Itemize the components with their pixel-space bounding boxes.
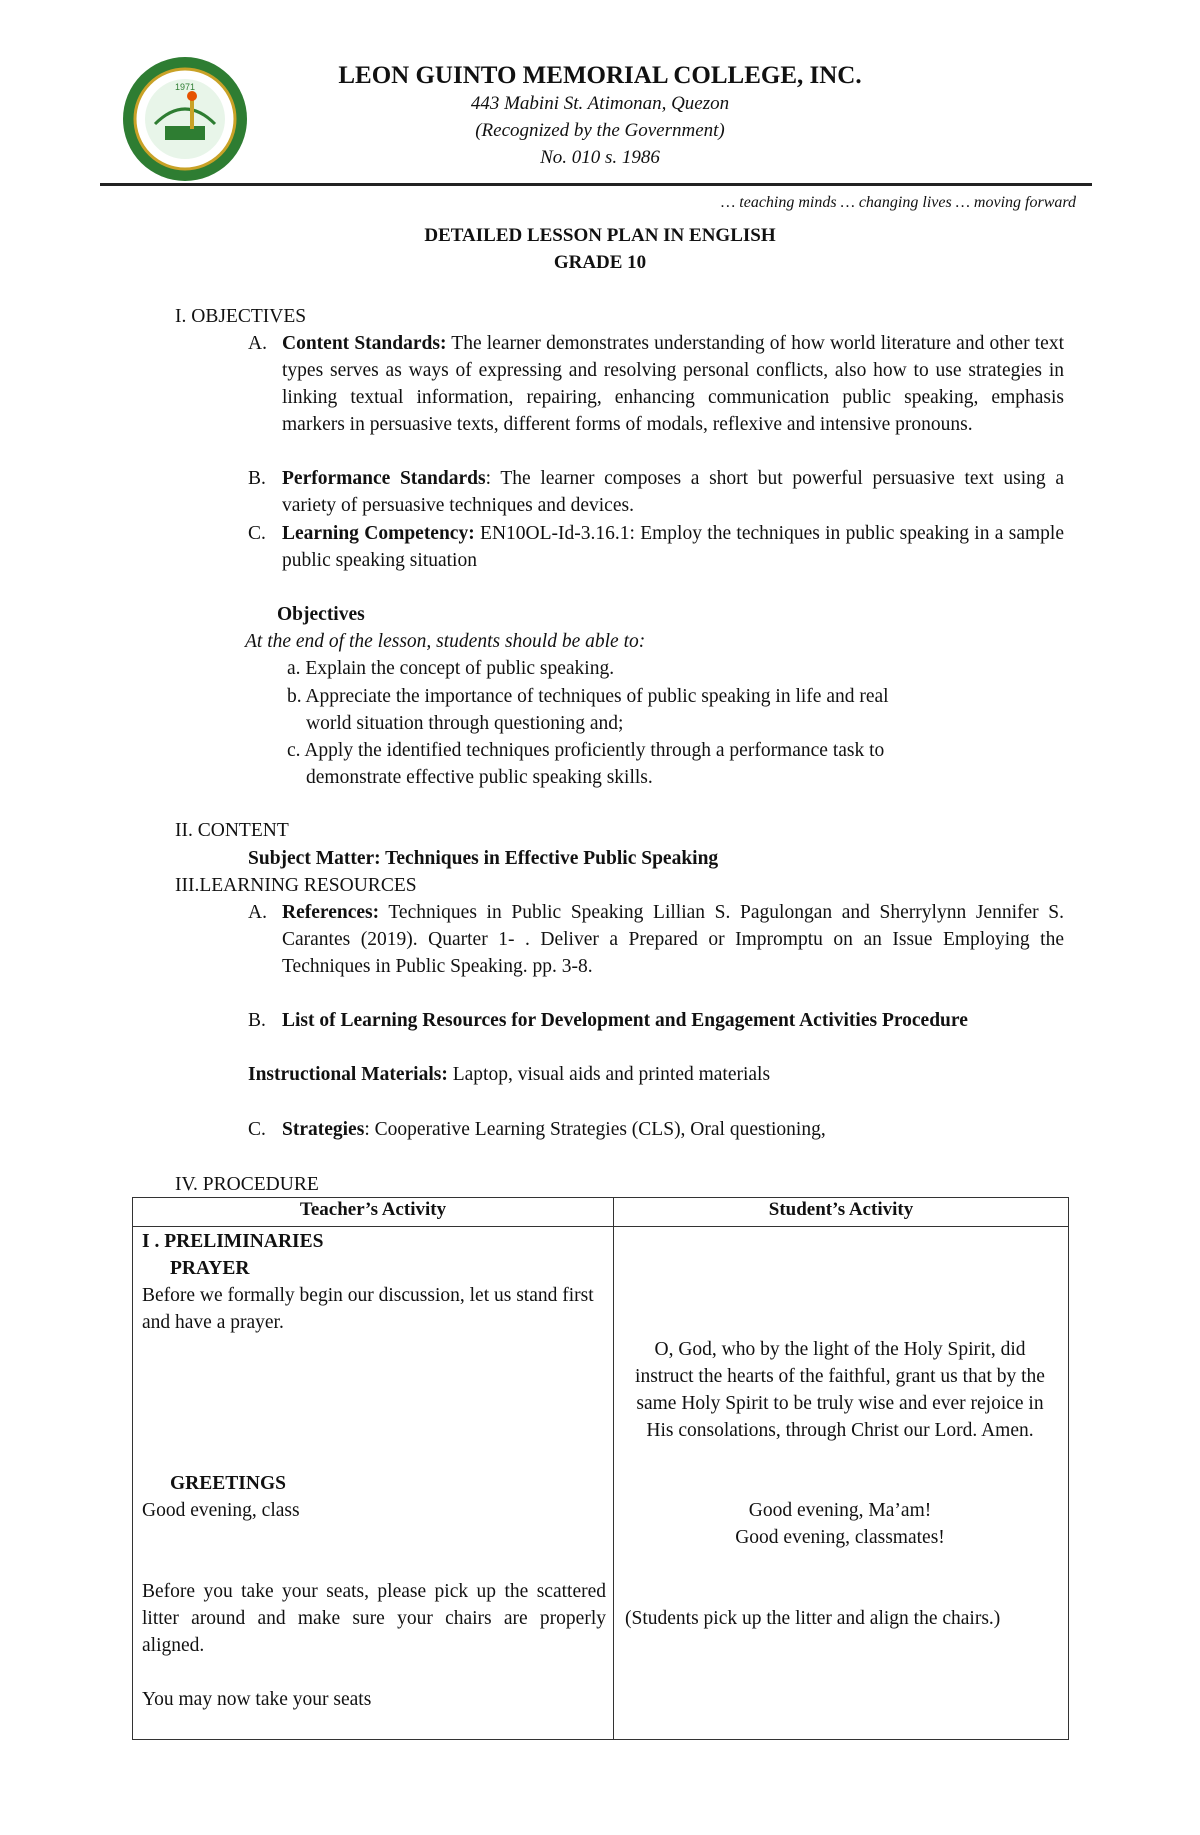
prayer-student-text: O, God, who by the light of the Holy Spirit, did instruct the hearts of the faithful, grant us that by the same Holy Spirit to be truly wise and ever rejoice in His consolations, through Christ our Lord. Amen. xyxy=(635,1339,1045,1441)
resources-heading: III.LEARNING RESOURCES xyxy=(175,875,417,896)
tagline: … teaching minds … changing lives … moving forward xyxy=(721,194,1076,211)
institution-name: LEON GUINTO MEMORIAL COLLEGE, INC. xyxy=(338,62,862,89)
objective-item-b-line1: b. Appreciate the importance of techniques of public speaking in life and real xyxy=(287,686,889,707)
objective-item-c-line1: c. Apply the identified techniques proficiently through a performance task to xyxy=(287,740,885,761)
grade-level: GRADE 10 xyxy=(553,252,647,273)
objectives-heading: I. OBJECTIVES xyxy=(175,306,307,327)
resource-a-letter: A. xyxy=(248,902,267,923)
greeting-student-line2: Good evening, classmates! xyxy=(735,1527,945,1548)
instructional-materials: Instructional Materials: Laptop, visual aids and printed materials xyxy=(248,1064,771,1085)
procedure-table xyxy=(132,1197,1069,1740)
litter-student-text: (Students pick up the litter and align the chairs.) xyxy=(625,1608,1001,1629)
preliminaries-label: I . PRELIMINARIES xyxy=(142,1231,324,1252)
teacher-activity-cell xyxy=(133,1227,614,1740)
header-divider xyxy=(100,183,1092,186)
institution-recognition: (Recognized by the Government) xyxy=(475,120,725,141)
student-activity-header: Student’s Activity xyxy=(614,1198,1069,1227)
objective-item-a: a. Explain the concept of public speaking. xyxy=(287,658,615,679)
subject-matter: Subject Matter: Techniques in Effective Public Speaking xyxy=(248,848,719,869)
institution-address: 443 Mabini St. Atimonan, Quezon xyxy=(470,93,730,114)
table-row xyxy=(133,1227,1069,1740)
performance-standards: Performance Standards: The learner composes a short but powerful persuasive text using a variety of persuasive techniques and devices. xyxy=(282,468,1064,516)
logo-year: 1971 xyxy=(174,82,196,92)
objectives-subheading: Objectives xyxy=(277,604,365,625)
table-header-row xyxy=(133,1198,1069,1227)
institution-number: No. 010 s. 1986 xyxy=(540,147,660,168)
objective-item-c-line2: demonstrate effective public speaking skills. xyxy=(306,767,653,788)
objective-b-letter: B. xyxy=(248,468,266,489)
references: References: Techniques in Public Speaking Lillian S. Pagulongan and Sherrylynn Jennifer S. Carantes (2019). Quarter 1- . Deliver a Prepared or Impromptu on an Issue Employing the Techniques in Public Speaking. pp. 3-8. xyxy=(282,902,1064,977)
content-heading: II. CONTENT xyxy=(175,820,289,841)
objective-a-letter: A. xyxy=(248,333,267,354)
litter-teacher-text: Before you take your seats, please pick up the scattered litter around and make sure your chairs are properly aligned. xyxy=(142,1581,606,1656)
lesson-plan-title: DETAILED LESSON PLAN IN ENGLISH xyxy=(424,225,776,246)
learning-competency: Learning Competency: EN10OL-Id-3.16.1: Employ the techniques in public speaking in a sample public speaking situation xyxy=(282,523,1064,571)
student-activity-cell xyxy=(614,1227,1069,1740)
resource-b-letter: B. xyxy=(248,1010,266,1031)
objective-item-b-line2: world situation through questioning and; xyxy=(306,713,624,734)
seats-teacher-text: You may now take your seats xyxy=(142,1689,372,1710)
strategies: Strategies: Cooperative Learning Strategies (CLS), Oral questioning, xyxy=(282,1119,826,1140)
learning-resources-list: List of Learning Resources for Development and Engagement Activities Procedure xyxy=(282,1010,968,1031)
greeting-student-line1: Good evening, Ma’am! xyxy=(748,1500,932,1521)
objectives-intro: At the end of the lesson, students should be able to: xyxy=(245,631,646,652)
procedure-heading: IV. PROCEDURE xyxy=(175,1174,319,1195)
greetings-label: GREETINGS xyxy=(170,1473,286,1494)
prayer-label: PRAYER xyxy=(170,1258,250,1279)
greeting-teacher-text: Good evening, class xyxy=(142,1500,300,1521)
prayer-teacher-text: Before we formally begin our discussion, let us stand first and have a prayer. xyxy=(142,1285,594,1333)
teacher-activity-header: Teacher’s Activity xyxy=(133,1198,614,1227)
resource-c-letter: C. xyxy=(248,1119,266,1140)
content-standards: Content Standards: The learner demonstrates understanding of how world literature and other text types serves as ways of expressing and resolving personal conflicts, also how to use strategies in linking textual information, repairing, enhancing communication public speaking, emphasis markers in persuasive texts, different forms of modals, reflexive and intensive pronouns. xyxy=(282,333,1064,435)
objective-c-letter: C. xyxy=(248,523,266,544)
